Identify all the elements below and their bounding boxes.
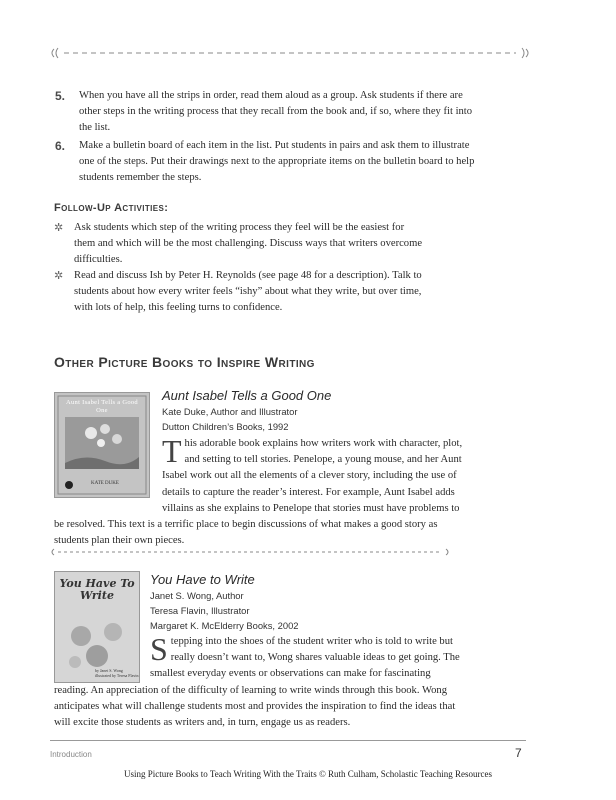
book-meta — [150, 588, 299, 633]
cover-illustrator: illustrated by Teresa Flavin — [95, 673, 139, 678]
follow-up-item — [54, 268, 424, 317]
footer-credit: Using Picture Books to Teach Writing With the Traits © Ruth Culham, Scholastic Teaching Resources — [124, 769, 492, 779]
step-text: Make a bulletin board of each item in the list. Put students in pairs and ask them to illustrate one of the steps. Put their drawings next to the appropriate items on the bulletin board to help students remember the steps. — [79, 140, 475, 184]
step-number: 5. — [55, 89, 66, 103]
book-description-text: tepping into the shoes of the student writer who is told to write but really doesn’t want to, Wong shares valuable ideas to get going. The smallest everyday events or observations can make for fascinating reading. An appreciation of the difficulty of learning to write winds through this book. Wong anticipates what will challenge students most and provides the inspiration to find the ideas that will excite those students as writers and, in turn, engage us as readers. — [54, 636, 460, 729]
snowflake-bullet-icon: ✲ — [54, 270, 64, 282]
step-5 — [55, 88, 475, 137]
other-books-heading: Other Picture Books to Inspire Writing — [54, 354, 315, 370]
follow-up-item-text: Ask students which step of the writing process they feel will be the easiest for them and which will be the most challenging. Discuss ways that writers overcome difficulties. — [74, 222, 423, 266]
cover-author: KATE DUKE — [91, 481, 119, 486]
cover-author: by Janet S. Wong — [95, 668, 123, 673]
footer-section-label: Introduction — [50, 750, 92, 759]
book-illustrator: Teresa Flavin, Illustrator — [150, 605, 250, 616]
step-6 — [55, 138, 475, 187]
book-description — [54, 631, 464, 731]
book-author: Kate Duke, Author and Illustrator — [162, 406, 298, 417]
book-author: Janet S. Wong, Author — [150, 590, 244, 601]
follow-up-item-text: Read and discuss Ish by Peter H. Reynolds (see page 48 for a description). Talk to students about how every writer feels “ishy” about what they write, but over time, with lots of help, this feeling turns to confidence. — [74, 270, 422, 314]
drop-cap: S — [150, 631, 168, 667]
follow-up-heading: Follow-Up Activities: — [54, 202, 169, 214]
cover-title: You Have To Write — [59, 577, 135, 602]
book-title: You Have to Write — [150, 572, 255, 587]
follow-up-item — [54, 220, 424, 269]
book-description-text: his adorable book explains how writers work with character, plot, and setting to tell stories. Penelope, a young mouse, and her Aunt Isabel work out all the elements of a clever story, including the use of details to capture the reader’s interest. For example, Aunt Isabel adds villains as she explains to Penelope that stories must have problems to be resolved. This text is a terrific place to begin discussions of what makes a good story as students plan their own pieces. — [54, 438, 463, 547]
cover-title: Aunt Isabel Tells a Good One — [66, 399, 138, 414]
book-title: Aunt Isabel Tells a Good One — [162, 388, 332, 403]
footer-rule — [50, 740, 526, 741]
drop-cap: T — [162, 433, 182, 469]
book-publisher: Margaret K. McElderry Books, 2002 — [150, 620, 299, 631]
step-number: 6. — [55, 139, 66, 153]
page-number: 7 — [515, 746, 522, 760]
book-divider — [50, 547, 450, 557]
step-text: When you have all the strips in order, read them aloud as a group. Ask students if there are other steps in the writing process that they recall from the book and, if so, where they fit into the list. — [79, 90, 473, 134]
book-description — [54, 433, 464, 549]
book-publisher: Dutton Children’s Books, 1992 — [162, 421, 289, 432]
book-meta — [162, 404, 298, 434]
top-decorative-rule — [50, 44, 530, 62]
snowflake-bullet-icon: ✲ — [54, 222, 64, 234]
